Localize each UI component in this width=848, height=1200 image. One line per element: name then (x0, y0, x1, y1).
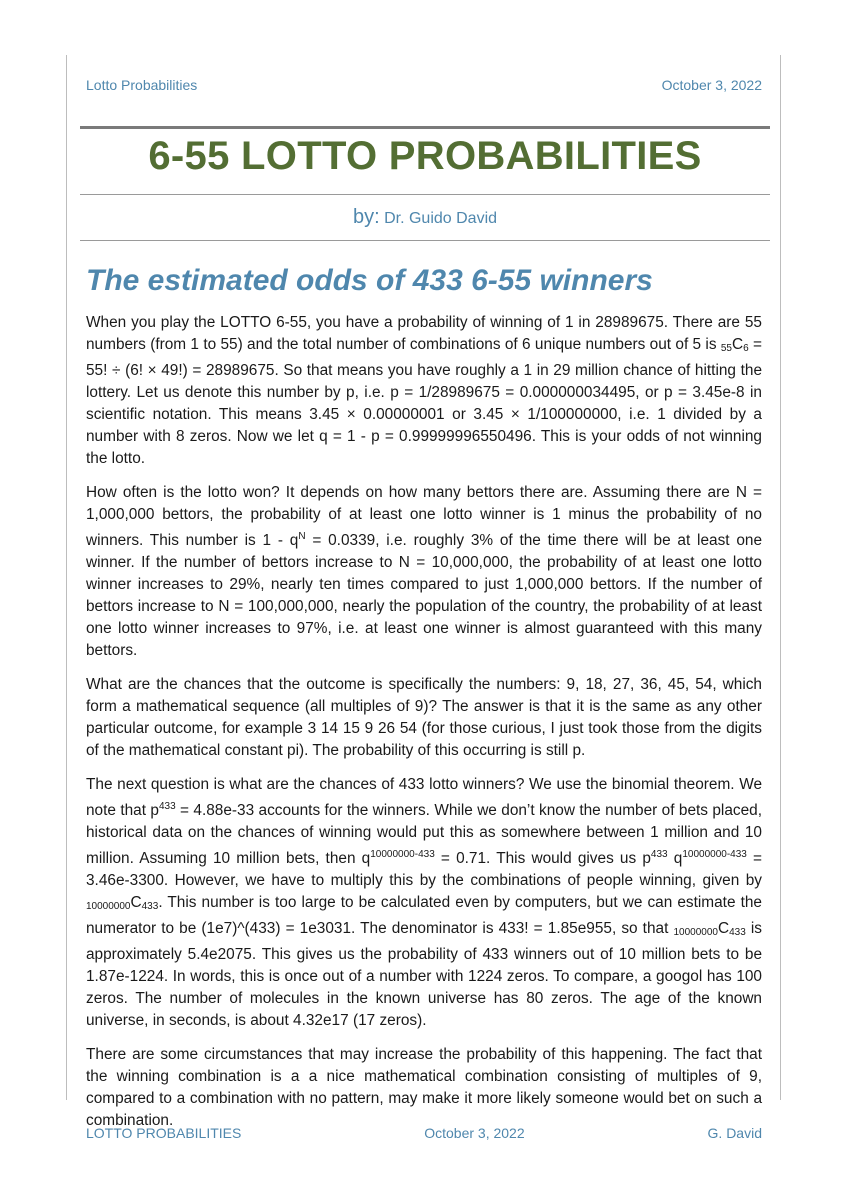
footer-author: G. David (707, 1125, 762, 1141)
byline-by: by: (352, 206, 380, 228)
byline-bottom-rule (80, 240, 770, 241)
footer-title: LOTTO PROBABILITIES (86, 1125, 242, 1141)
header-date: October 3, 2022 (661, 77, 762, 93)
left-margin-line (66, 55, 67, 1100)
article-body (86, 312, 762, 1144)
page-header (86, 77, 762, 93)
page-title: 6-55 LOTTO PROBABILITIES (148, 134, 702, 178)
title-bottom-rule (80, 194, 770, 195)
paragraph-3: What are the chances that the outcome is specifically the numbers: 9, 18, 27, 36, 45, 54, which form a mathematical sequence (all multiples of 9)? The answer is that it is the same as any other particular outcome, for example 3 14 15 9 26 54 (for those curious, I just took those from the digits of the mathematical constant pi). The probability of this occurring is still p. (86, 676, 762, 759)
byline-author: Dr. Guido David (384, 210, 498, 227)
paragraph-5: There are some circumstances that may increase the probability of this happening. The fact that the winning combination is a a nice mathematical combination consisting of multiples of 9, compared to a combination with no pattern, may make it more likely someone would bet on such a combination. (86, 1046, 762, 1129)
page-footer (86, 1125, 762, 1141)
footer-date: October 3, 2022 (424, 1125, 525, 1141)
section-heading: The estimated odds of 433 6-55 winners (86, 264, 653, 297)
paragraph-2: How often is the lotto won? It depends on how many bettors there are. Assuming there are N = 1,000,000 bettors, the probability of at least one lotto winner is 1 minus the probability of no winners. This number is $1 - q^N = 0.0339$, i.e. roughly 3% of the time there will be at least one winner. If the number of bettors increase to N = 10,000,000, the probability of at least one lotto winner increases to 29%, nearly ten times compared to just 1,000,000 bettors. If the number of bettors increase to N = 100,000,000, nearly the population of the country, the probability of at least one lotto winner increases to 97%, i.e. at least one winner is almost guaranteed with this many bettors. (86, 484, 763, 659)
right-margin-line (780, 55, 781, 1100)
byline (80, 206, 770, 229)
header-title: Lotto Probabilities (86, 77, 198, 93)
title-top-rule (80, 126, 770, 129)
paragraph-4: The next question is what are the chances of 433 lotto winners? We use the binomial theorem. We note that $p^{433} = 4.88e-33$ accounts for the winners. While we don’t know the number of bets placed, historical data on the chances of winning would put this as somewhere between 1 million and 10 million. Assuming 10 million bets, then $q^{10000000-433} = 0.71$. This would gives us $p^{433}$ $q^{10000000-433} = 3.46e-3300$. However, we have to multiply this by the combinations of people winning, given by 10000000C433. This number is too large to be calculated even by computers, but we can estimate the numerator to be (1e7)^(433) = 1e3031. The denominator is 433! = 1.85e955, so that 10000000C433 is approximately 5.4e2075. This gives us the probability of 433 winners out of 10 million bets to be 1.87e-1224. In words, this is once out of a number with 1224 zeros. To compare, a googol has 100 zeros. The number of molecules in the known universe has 80 zeros. The age of the known universe, in seconds, is about 4.32e17 (17 zeros). (86, 776, 763, 1029)
paragraph-1: When you play the LOTTO 6-55, you have a probability of winning of 1 in 28989675. There are 55 numbers (from 1 to 55) and the total number of combinations of 6 unique numbers out of 5 is 55C6 = 55! ÷ (6! × 49!) = 28989675. So that means you have roughly a 1 in 29 million chance of hitting the lottery. Let us denote this number by p, i.e. p = 1/28989675 = 0.000000034495, or p = 3.45e-8 in scientific notation. This means 3.45 × 0.00000001 or 3.45 × 1/100000000, i.e. 1 divided by a number with 8 zeros. Now we let q = 1 - p = 0.99999996550496. This is your odds of not winning the lotto. (86, 314, 763, 467)
